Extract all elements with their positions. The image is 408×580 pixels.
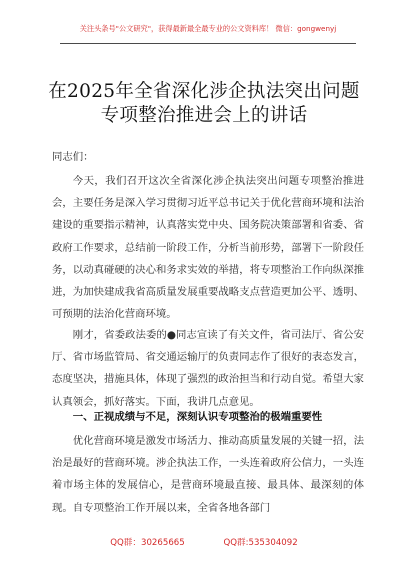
footer-qq-group-1: QQ群：30265665: [110, 538, 185, 548]
header-banner: 关注头条号"公文研究"，获得最新最全最专业的公文资料库！ 微信：gongwenyj: [60, 24, 356, 44]
title-line-2: 专项整治推进会上的讲话: [100, 105, 308, 126]
document-title: [0, 80, 408, 128]
footer-qq-group-2: QQ群:535304092: [223, 538, 298, 548]
section-heading-1: 一、正视成绩与不足，深刻认识专项整治的极端重要性: [72, 411, 323, 423]
title-line-1: 在2025年全省深化涉企执法突出问题: [48, 81, 360, 102]
paragraph-1: 今天，我们召开这次全省深化涉企执法突出问题专项整治推进会，主要任务是深入学习贯彻习近平总书记关于优化营商环境和法治建设的重要指示精神，认真落实党中央、国务院决策部署和省委、省政府工作要求，总结前一阶段工作，分析当前形势，部署下一阶段任务，以动真碰硬的决心和务求实效的举措，将专项整治工作向纵深推进，为加快建成我省高质量发展重要战略支点营造更加公平、透明、可预期的法治化营商环境。: [52, 175, 364, 321]
footer: [0, 536, 408, 548]
salutation: 同志们：: [52, 151, 94, 163]
paragraph-3: 优化营商环境是激发市场活力、推动高质量发展的关键一招，法治是最好的营商环境。涉企执法工作，一头连着政府公信力，一头连着市场主体的发展信心，是营商环境最直接、最具体、最深刻的体现。自专项整治工作开展以来，全省各地各部门: [52, 435, 364, 514]
paragraph-2: 刚才，省委政法委的●同志宣读了有关文件，省司法厅、省公安厅、省市场监管局、省交通运输厅的负责同志作了很好的表态发言，态度坚决，措施具体，体现了强烈的政治担当和行动自觉。希望大家认真领会，抓好落实。下面，我讲几点意见。: [52, 329, 364, 408]
